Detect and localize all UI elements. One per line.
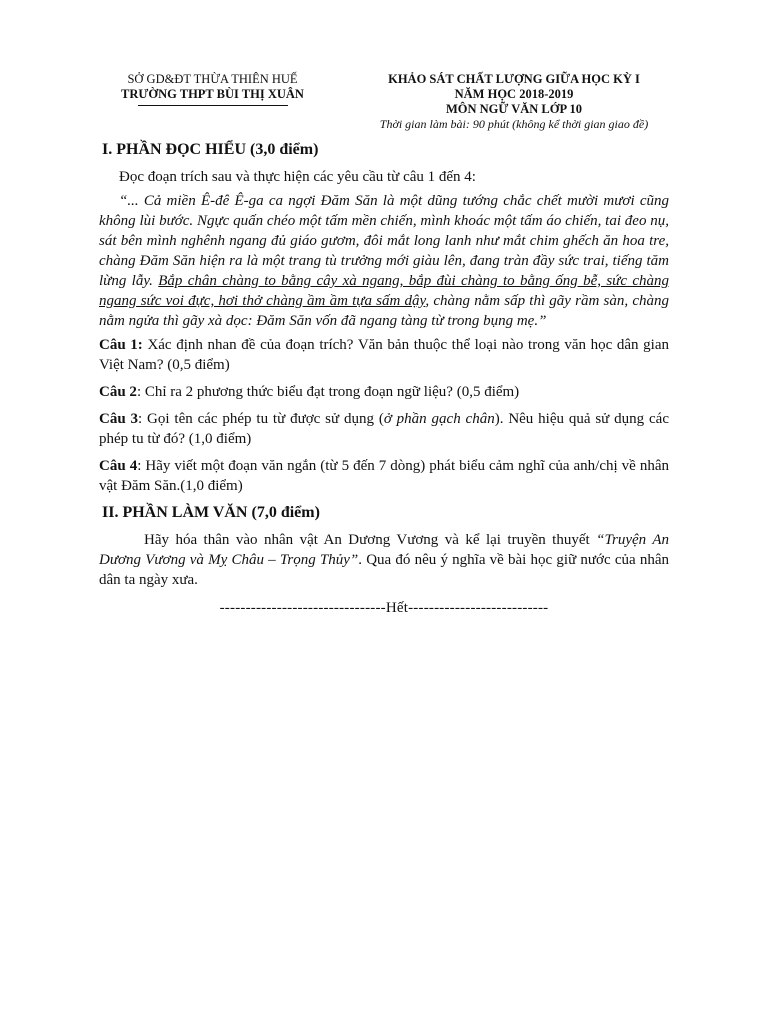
subject-name: MÔN NGỮ VĂN LỚP 10: [445, 102, 583, 116]
reading-instruction: Đọc đoạn trích sau và thực hiện các yêu cầu từ câu 1 đến 4:: [119, 169, 476, 185]
school-name: TRƯỜNG THPT BÙI THỊ XUÂN: [121, 87, 304, 101]
section-reading-title: I. PHẦN ĐỌC HIỂU (3,0 điểm): [102, 141, 319, 158]
question-text: : Hãy viết một đoạn văn ngắn (từ 5 đến 7 dòng) phát biểu cảm nghĩ của anh/chị về nhân vật Đăm Săn.(1,0 điểm): [99, 458, 669, 494]
reading-passage: [99, 191, 669, 331]
section-writing-title: II. PHẦN LÀM VĂN (7,0 điểm): [102, 504, 320, 521]
question-1: [99, 335, 669, 375]
task-story-title: “Truyện An Dương Vương và Mỵ Châu – Trọng Thủy”: [99, 532, 669, 568]
question-label: Câu 2: [99, 384, 137, 400]
question-text: ). Nêu hiệu quả sử dụng các phép tu từ đó? (1,0 điểm): [99, 411, 669, 447]
question-label: Câu 4: [99, 458, 138, 474]
end-marker: --------------------------------Hết---------------------------: [219, 600, 549, 616]
question-label: Câu 1:: [99, 337, 143, 353]
passage-part-2: , chàng nằm sấp thì gãy rầm sàn, chàng nằm ngửa thì gãy xà dọc: Đăm Săn vốn đã ngang tàng từ trong bụng mẹ.”: [99, 293, 669, 329]
writing-task: [99, 530, 669, 590]
question-text: Xác định nhan đề của đoạn trích? Văn bản thuộc thể loại nào trong văn học dân gian Việt Nam? (0,5 điểm): [99, 337, 670, 373]
passage-underlined: Bắp chân chàng to bằng cây xà ngang, bắp đùi chàng to bằng ống bễ, sức chàng ngang sức voi đực, hơi thở chàng ầm ầm tựa sấm dậy: [99, 273, 669, 309]
time-allowed: Thời gian làm bài: 90 phút (không kể thời gian giao đề): [379, 117, 649, 131]
question-text-italic: ở phần gạch chân: [383, 411, 495, 427]
task-text: . Qua đó nêu ý nghĩa về bài học giữ nước của nhân dân ta ngày xưa.: [99, 552, 669, 588]
exam-title: KHẢO SÁT CHẤT LƯỢNG GIỮA HỌC KỲ I: [388, 72, 640, 86]
passage-part-1: “... Cả miền Ê-đê Ê-ga ca ngợi Đăm Săn là một dũng tướng chắc chết mười mươi cũng không lùi bước. Ngực quấn chéo một tấm mền chiến, mình khoác một tấm áo chiến, tai đeo nụ, sát bên mình nghênh ngang đủ giáo gươm, đôi mắt long lanh như mắt chim ghếch ăn hoa tre, chàng Đăm Săn hiện ra là một trang tù trưởng mới giàu lên, đang tràn đầy sức trai, tiếng tăm lừng lẫy.: [99, 193, 669, 289]
task-text: Hãy hóa thân vào nhân vật An Dương Vương và kể lại truyền thuyết: [144, 532, 597, 548]
exam-content: [99, 140, 669, 618]
exam-header: [338, 72, 690, 132]
school-year: NĂM HỌC 2018-2019: [454, 87, 574, 101]
question-text: : Chỉ ra 2 phương thức biểu đạt trong đoạn ngữ liệu? (0,5 điểm): [136, 384, 520, 400]
header-underline: [138, 105, 288, 106]
question-text: : Gọi tên các phép tu từ được sử dụng (: [138, 411, 384, 427]
question-4: [99, 456, 669, 496]
question-label: Câu 3: [99, 411, 139, 427]
department-name: SỞ GD&ĐT THỪA THIÊN HUẾ: [127, 72, 298, 86]
question-2: [99, 382, 669, 402]
school-header: [90, 72, 335, 106]
question-3: [99, 409, 669, 449]
